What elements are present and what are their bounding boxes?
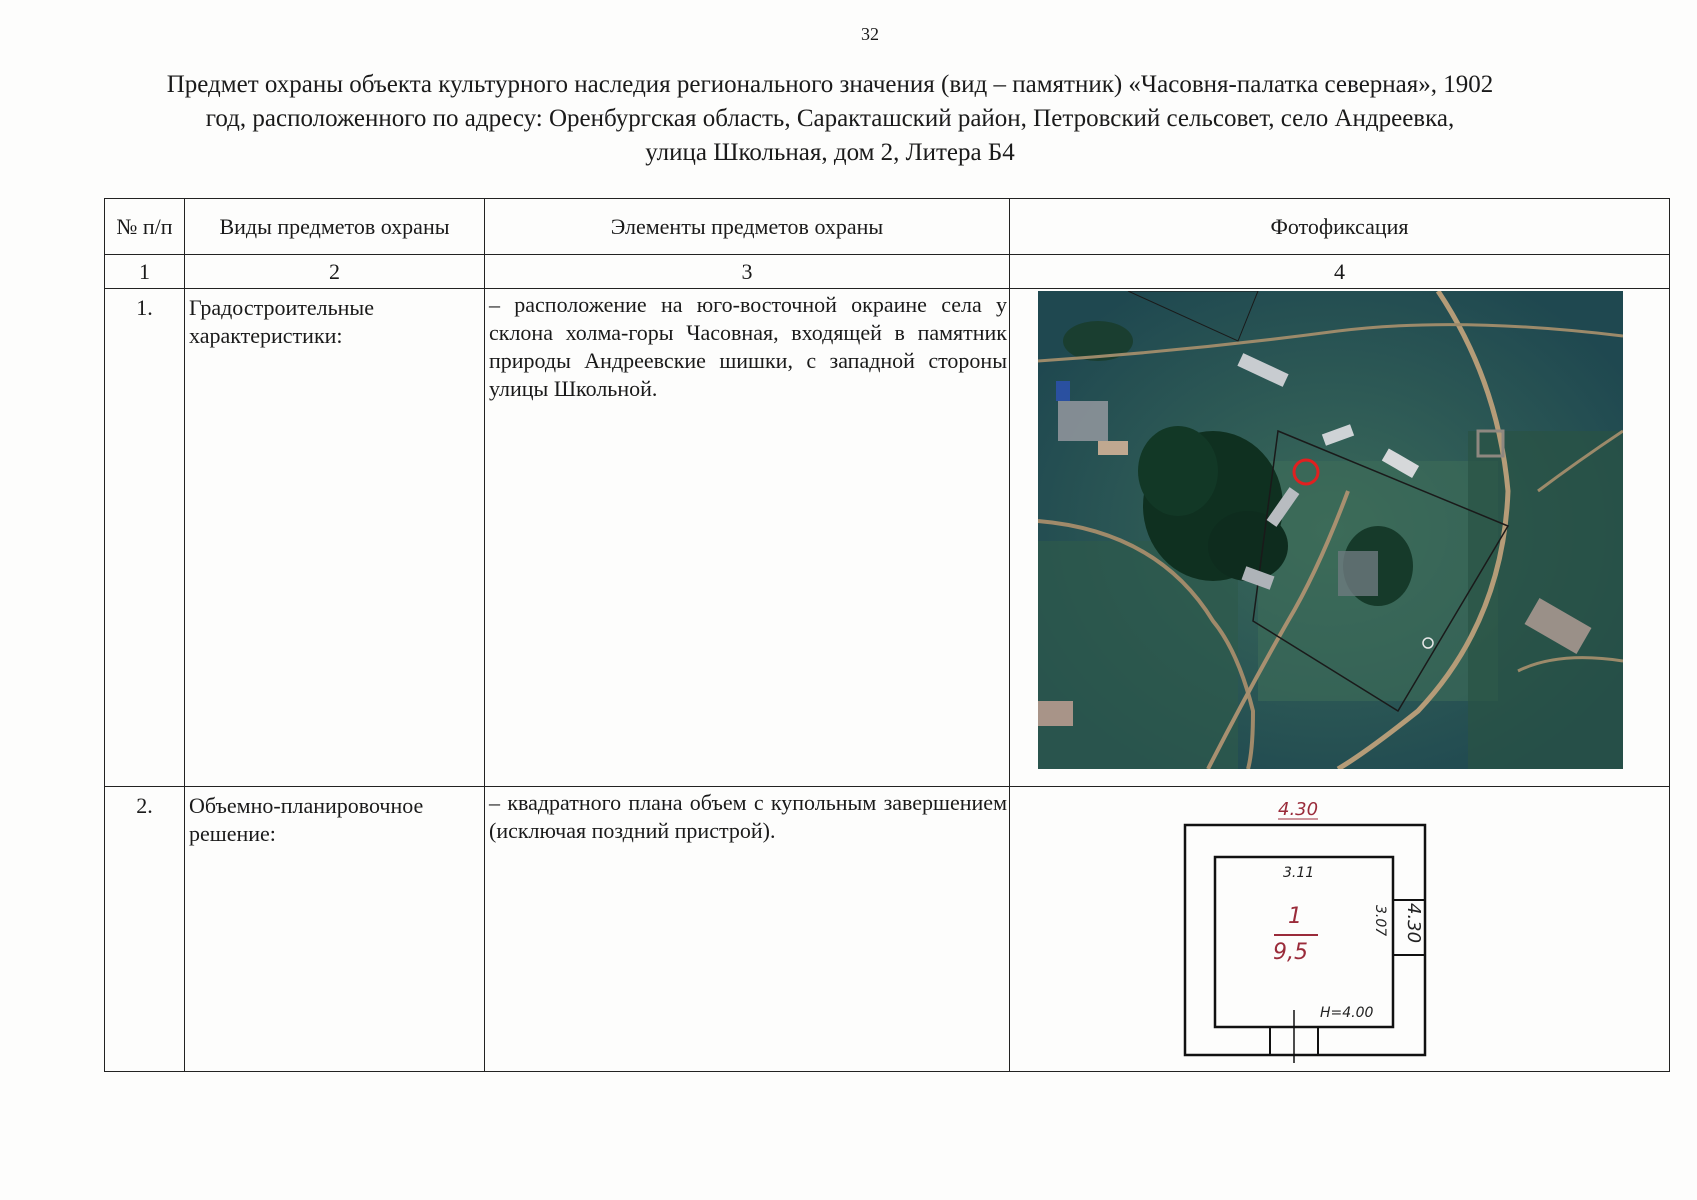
title-line-2: год, расположенного по адресу: Оренбургская область, Саракташский район, Петровский сельсовет, село Андреевка, — [205, 105, 1455, 132]
room-number-label: 1 — [1288, 904, 1302, 929]
header-photo: Фотофиксация — [1010, 199, 1670, 255]
row-type: Объемно-планировочное решение: — [185, 787, 485, 1072]
page-number: 32 — [861, 24, 879, 44]
table-header-row — [105, 199, 1670, 255]
inner-height-label: 3.07 — [1372, 905, 1388, 937]
height-label: Н=4.00 — [1320, 1005, 1374, 1021]
header-num: № п/п — [105, 199, 185, 255]
table-row — [105, 289, 1670, 787]
row-element: – квадратного плана объем с купольным завершением (исключая поздний пристрой). — [485, 787, 1010, 1072]
column-number: 2 — [185, 255, 485, 289]
row-type: Градостроительные характеристики: — [185, 289, 485, 787]
row-element: – расположение на юго-восточной окраине села у склона холма-горы Часовная, входящей в памятник природы Андреевские шишки, с западной стороны улицы Школьной. — [485, 289, 1010, 787]
column-number: 1 — [105, 255, 185, 289]
inner-width-label: 3.11 — [1283, 865, 1315, 881]
table-row — [105, 787, 1670, 1072]
row-number: 2. — [105, 787, 185, 1072]
column-number: 3 — [485, 255, 1010, 289]
title-line-1: Предмет охраны объекта культурного наследия регионального значения (вид – памятник) «Часовня-палатка северная», 1902 — [166, 71, 1494, 98]
column-number: 4 — [1010, 255, 1670, 289]
row-number: 1. — [105, 289, 185, 787]
header-elements: Элементы предметов охраны — [485, 199, 1010, 255]
row-photo-cell — [1010, 289, 1670, 787]
outer-height-label: 4.30 — [1403, 903, 1424, 944]
room-area-label: 9,5 — [1273, 940, 1308, 965]
column-number-row — [105, 255, 1670, 289]
document-title — [100, 68, 1560, 170]
title-line-3: улица Школьная, дом 2, Литера Б4 — [645, 139, 1015, 166]
satellite-map-image — [1038, 291, 1623, 769]
protection-subject-table — [104, 198, 1670, 1072]
outer-width-label: 4.30 — [1278, 799, 1319, 820]
row-photo-cell — [1010, 787, 1670, 1072]
header-types: Виды предметов охраны — [185, 199, 485, 255]
floor-plan-drawing — [1170, 795, 1430, 1063]
